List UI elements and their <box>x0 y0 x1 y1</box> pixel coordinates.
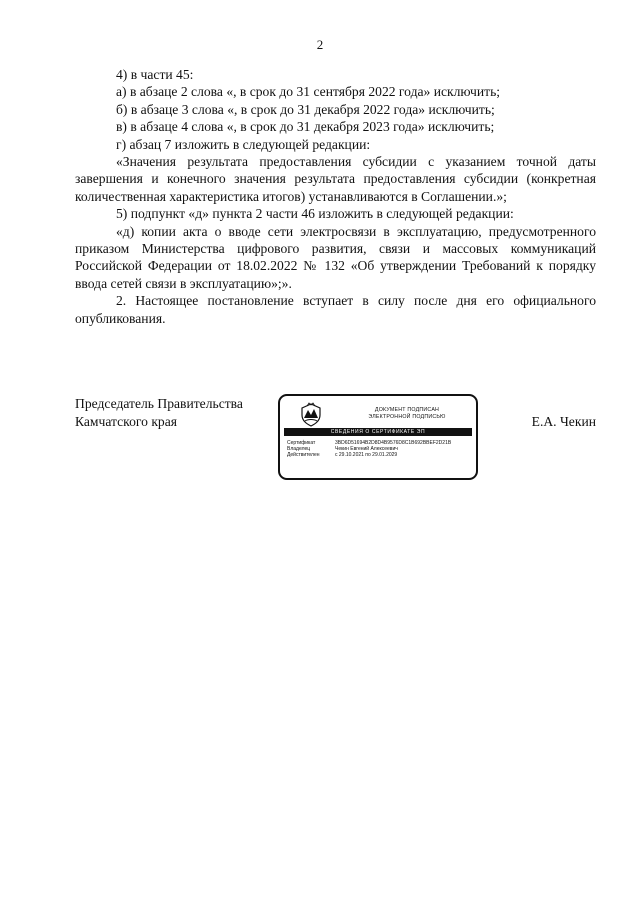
paragraph-quote-subsidy: «Значения результата предоставления субсидии с указанием точной даты завершения и конечного значения результата предоставления субсидии (конкретная количественная характеристика итогов) устанавливаются в Соглашении.»; <box>75 154 596 204</box>
paragraph-sub-b: б) в абзаце 3 слова «, в срок до 31 декабря 2022 года» исключить; <box>116 101 495 117</box>
stamp-key-owner: Владелец <box>287 446 311 453</box>
paragraph-item-2: 2. Настоящее постановление вступает в силу после дня его официального опубликования. <box>75 293 596 326</box>
document-body <box>75 66 596 327</box>
stamp-key-validity: Действителен <box>287 452 320 459</box>
signatory-position <box>75 395 243 431</box>
stamp-details <box>287 440 473 459</box>
stamp-key-certificate: Сертификат <box>287 440 316 446</box>
paragraph-item-5: 5) подпункт «д» пункта 2 части 46 изложить в следующей редакции: <box>116 206 514 222</box>
stamp-value-owner: Чекин Евгений Алексеевич <box>335 446 398 453</box>
electronic-signature-stamp <box>278 394 478 480</box>
stamp-certificate-band: СВЕДЕНИЯ О СЕРТИФИКАТЕ ЭП <box>284 428 472 436</box>
stamp-row-validity <box>287 452 473 458</box>
signatory-position-line1: Председатель Правительства <box>75 396 243 411</box>
signatory-position-line2: Камчатского края <box>75 414 178 429</box>
paragraph-sub-a: а) в абзаце 2 слова «, в срок до 31 сентября 2022 года» исключить; <box>116 84 501 100</box>
page-number: 2 <box>316 37 324 52</box>
paragraph-quote-d: «д) копии акта о вводе сети электросвязи в эксплуатацию, предусмотренного приказом Министерства цифрового развития, связи и массовых коммуникаций Российской Федерации от 18.02.2022 № 132 «Об утверждении Требований к порядку ввода сетей связи в эксплуатацию»;». <box>75 223 596 291</box>
stamp-title-line2: ЭЛЕКТРОННОЙ ПОДПИСЬЮ <box>368 413 446 420</box>
paragraph-sub-g: г) абзац 7 изложить в следующей редакции: <box>116 136 371 152</box>
stamp-title <box>338 407 476 421</box>
coat-of-arms-icon <box>298 401 324 427</box>
stamp-value-certificate: 3BD6D51694B2D8D4B9576D8C1B692BBEF2D21B <box>335 440 452 446</box>
paragraph-part-45: 4) в части 45: <box>116 67 194 82</box>
stamp-value-validity: с 29.10.2021 по 29.01.2029 <box>335 452 398 459</box>
stamp-title-line1: ДОКУМЕНТ ПОДПИСАН <box>374 407 440 413</box>
paragraph-sub-v: в) в абзаце 4 слова «, в срок до 31 декабря 2023 года» исключить; <box>116 119 495 135</box>
signatory-name: Е.А. Чекин <box>531 414 596 429</box>
